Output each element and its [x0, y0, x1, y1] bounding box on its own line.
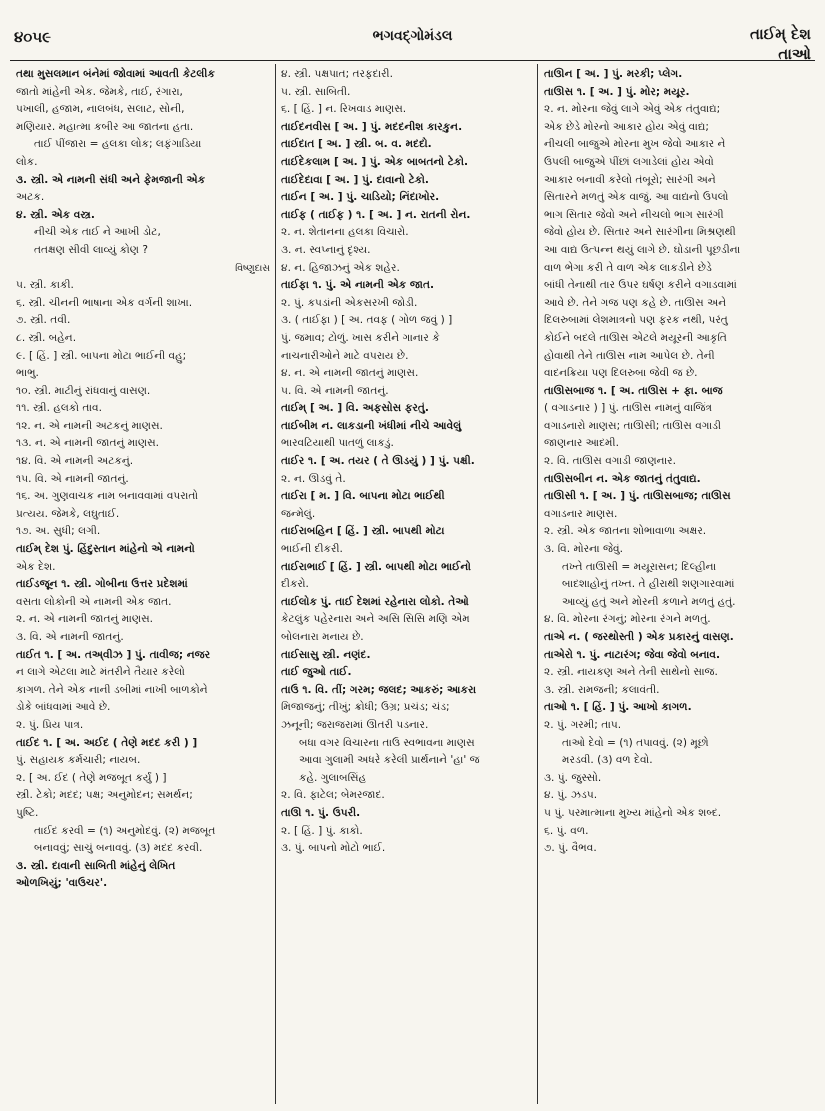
entry-text-line: ૩. પું. જુસ્સો. [544, 771, 602, 784]
entry-text-line: સ્ત્રી. ટેકો; મદદ; પક્ષ; અનુમોદન; સમર્થન; [16, 789, 193, 802]
entry-text-line: જન્મેલું. [281, 507, 316, 520]
entry-text-line: આવા ગુલામી અધરે કરેલી પ્રાર્થનાને 'હા' જ [299, 754, 480, 767]
entry-text-line: ૧૭. અ. સુધી; લગી. [16, 525, 101, 538]
entry-text-line: અટક. [16, 191, 45, 204]
entry-text-line: દીકરો. [281, 578, 309, 591]
entry-text-line: ૫. વિ. એ નામની જાતનું. [281, 384, 389, 397]
entry-text-line: ૩. વિ. એ નામની જાતનું. [16, 631, 124, 643]
entry-headword-line: તાઈડજૂન ૧. સ્ત્રી. ગોબીના ઉત્તર પ્રદેશમાં [16, 578, 188, 591]
entry-text-line: આવ્યું હતું અને મોરની કળાને મળતું હતું. [562, 595, 736, 608]
entry-headword-line: તાએ ન. ( જરથોસ્તી ) એક પ્રકારનું વાસણ. [544, 631, 734, 643]
entry-text-line: ઉપલી બાજુએ પીંછાં લગાડેલાં હોય એવો [544, 155, 714, 168]
column-2 [281, 66, 531, 1106]
entry-text-line: ૪. સ્ત્રી. પક્ષપાત; તરફદારી. [281, 68, 393, 80]
entry-text-line: વગાડનારો માણસ; તાઊસી; તાઊસ વગાડી [544, 419, 721, 432]
entry-text-line: ૩. વિ. મોરના જેવું. [544, 543, 623, 556]
entry-headword-line: તાઈદેકલામ [ અ. ] પું. એક બાબતનો ટેકો. [281, 155, 469, 168]
entry-text-line: ૪. વિ. મોરના રંગનું; મોરના રંગને મળતું. [544, 613, 711, 626]
entry-text-line: જાણનાર આદમી. [544, 437, 619, 450]
entry-headword-line: તાઈફ ( તાઈફ ) ૧. [ અ. ] ન. રાતની રોન. [281, 208, 471, 221]
entry-headword-line: તાઉ ૧. વિ. તીં; ગરમ; જલદ; આકરું; આકરા [281, 683, 477, 696]
entry-text-line: ૬. સ્ત્રી. ચીનની ભાષાના એક વર્ગની શાખા. [16, 296, 193, 309]
entry-text-line: ૪. ન. એ નામની જાતનું માણસ. [281, 367, 419, 380]
entry-text-line: કોઈને બદલે તાઊસ એટલે મયૂરની આકૃતિ [544, 331, 727, 344]
dictionary-title: ભગવદ્ગોમંડલ [372, 28, 453, 44]
column-divider [275, 64, 276, 1104]
entry-text-line: ૫ પું. પરમાત્માના મુખ્ય માંહેનો એક શબ્દ. [544, 806, 722, 819]
entry-headword-line: તાઈદ ૧. [ અ. અઈદ ( તેણે મદદ કરી ) ] [16, 736, 198, 749]
entry-text-line: બાદશાહોનું તખ્ત. તે હીરાથી શણગારવામાં [562, 578, 735, 591]
entry-text-line: ૧૩. ન. એ નામની જાતનું માણસ. [16, 437, 160, 450]
entry-text-line: લોક. [16, 155, 38, 168]
entry-text-line: ભારવટિયાથી પાતળું લાકડું. [281, 437, 394, 450]
entry-text-line: સિતારને મળતું એક વાજું. આ વાદ્યનો ઉપલો [544, 191, 729, 204]
entry-text-line: ઝનૂની; જરાજરામાં ઊતરી પડનાર. [281, 718, 429, 731]
entry-text-line: પું. જમાવ; ટોળું. ખાસ કરીને ગાનાર કે [281, 331, 440, 344]
entry-text-line: તખ્તે તાઊસી = મયૂરાસન; દિલ્હીના [562, 560, 717, 573]
entry-text-line: ૬. પું. વળ. [544, 824, 589, 837]
entry-text-line: વગાડનાર માણસ. [544, 507, 618, 520]
entry-text-line: જાતો માંહેની એક. જેમકે, તાઈ, રંગારા, [16, 85, 183, 98]
entry-text-line: ૩. પું. બાપનો મોટો ભાઈ. [281, 842, 386, 855]
entry-text-line: ૨. ન. ઊડવું તે. [281, 472, 346, 485]
entry-text-line: ૭. સ્ત્રી. તવી. [16, 314, 71, 327]
entry-text-line: બાંધી તેનાથી તાર ઉપર ઘર્ષણ કરીને વગાડવામાં [544, 279, 737, 292]
entry-headword-line: તાઈરાબહિન [ હિં. ] સ્ત્રી. બાપથી મોટા [281, 525, 445, 538]
column-divider [537, 64, 538, 1104]
entry-text-line: મરડવી. (૩) વળ દેવો. [562, 754, 653, 767]
entry-headword-line: તાઈલોક પું. તાઈ દેશમાં રહેનારા લોકો. તેઓ [281, 595, 469, 608]
entry-text-line: આકાર બનાવી કરેલો તંબૂરો; સારંગી અને [544, 173, 716, 186]
entry-text-line: ૨. પું. ગરમી; તાપ. [544, 718, 622, 731]
entry-text-line: ૪. ન. હિજાઝનું એક શહેર. [281, 261, 400, 274]
entry-text-line: આવે છે. તેને ગજ પણ કહે છે. તાઊસ અને [544, 296, 727, 309]
entry-text-line: ૪. પું. ઝડપ. [544, 789, 598, 802]
entry-text-line: ૨. વિ. તાઊસ વગાડી જાણનાર. [544, 455, 677, 468]
entry-text-line: તાઓ દેવો = (૧) તપાવવું. (૨) મૂછો [562, 736, 709, 749]
entry-headword-line: તાઓ ૧. [ હિં. ] પું. આખો કાગળ. [544, 701, 692, 714]
entry-headword-line: ૩. સ્ત્રી. દાવાની સાબિતી માંહેનું લેખિત [16, 859, 176, 872]
entry-text-line: ભાગ સિતાર જેવો અને નીચલો ભાગ સારંગી [544, 208, 724, 221]
citation-source: વિષ્ણુદાસ [235, 262, 270, 274]
entry-text-line: ૩. ન. સ્વપ્નાનું દૃશ્ય. [281, 243, 371, 256]
entry-headword-line: તાઈદનવીસ [ અ. ] પું. મદદનીશ કારકુન. [281, 120, 463, 133]
entry-headword-line: તાઈદાત [ અ. ] સ્ત્રી. બ. વ. મદદો. [281, 138, 432, 151]
entry-headword-line: તાઈમ્ દેશ પું. હિંદુસ્તાન માંહેનો એ નામનો [16, 543, 195, 556]
entry-text-line: કહે. ગુલાબસિંહ [299, 771, 367, 784]
entry-text-line: બધા વગર વિચારના તાઉ સ્વભાવના માણસ [299, 736, 475, 749]
entry-text-line: ૮. સ્ત્રી. બહેન. [16, 331, 77, 344]
entry-text-line: તતક્ષણ સીવી લાવ્યું કોણ ? [34, 243, 149, 256]
entry-text-line: પ્રત્યય. જેમકે, લઘુતાઈ. [16, 507, 120, 520]
entry-text-line: ૧૧. સ્ત્રી. હલકો તાવ. [16, 402, 102, 415]
entry-text-line: બોલનારા મનાય છે. [281, 631, 364, 643]
entry-text-line: ભાઈની દીકરી. [281, 543, 343, 556]
entry-text-line: મણિયાર. મહાત્મા કબીર આ જાતના હતા. [16, 120, 194, 133]
entry-headword-line: તાઈ જુઓ તાઈ. [281, 666, 352, 679]
entry-headword-line: તથા મુસલમાન બંનેમાં જોવામાં આવતી કેટલીક [16, 68, 215, 80]
entry-text-line: નીચલી બાજુએ મોરના મુખ જેવો આકાર ને [544, 138, 726, 151]
entry-headword-line: ૩. સ્ત્રી. એ નામની સંધી અને ફેમજાની એક [16, 173, 206, 186]
page-header [0, 0, 825, 63]
entry-text-line: ૨. પું. કપડાંની એકસરખી જોડી. [281, 296, 418, 309]
entry-text-line: મિજાજનું; તીખું; ક્રોધી; ઉગ્ર; પ્રચંડ; ચંડ; [281, 701, 450, 714]
entry-text-line: ૧૨. ન. એ નામની અટકનું માણસ. [16, 419, 163, 432]
entry-text-line: ૨. પું. પ્રિય પાત્ર. [16, 718, 84, 731]
entry-text-line: પખાલી, હજામ, નાલબંધ, સલાટ, સોની, [16, 103, 185, 116]
entry-text-line: ન લાગે એટલા માટે મંતરીને તૈયાર કરેલો [16, 666, 185, 679]
entry-headword-line: તાઊસી ૧. [ અ. ] પું. તાઊસબાજ; તાઊસ [544, 490, 731, 503]
guide-word-last: તાઓ [778, 45, 811, 63]
page-number: ૪૦૫૯ [14, 28, 52, 46]
entry-text-line: આ વાદ્ય ઉત્પન્ન થયું લાગે છે. ઘોડાની પૂછડીના [544, 243, 741, 256]
entry-text-line: પું. સહાયક કર્મચારી; નાયબ. [16, 754, 141, 767]
entry-text-line: ભાભુ. [16, 367, 39, 380]
entry-headword-line: તાઈરાભાઈ [ હિં. ] સ્ત્રી. બાપથી મોટા ભાઈનો [281, 560, 471, 573]
entry-headword-line: તાઈર ૧. [ અ. તયર ( તે ઊડયું ) ] પું. પક્ષી. [281, 455, 475, 468]
entry-text-line: ૩. સ્ત્રી. રામજની; કલાવંતી. [544, 683, 660, 696]
entry-headword-line: તાઈત ૧. [ અ. તઅ્વીઝ ] પું. તાવીજ; નજર [16, 648, 211, 661]
entry-text-line: ડોકે બાંધવામાં આવે છે. [16, 701, 111, 714]
entry-text-line: ૭. પું. વૈભવ. [544, 842, 597, 855]
entry-text-line: ૨. ન. શેતાનના હલકા વિચારો. [281, 226, 409, 239]
entry-text-line: ૬. [ હિં. ] ન. રિખવાડ માણસ. [281, 103, 407, 116]
entry-headword-line: તાઊ ૧. પું. ઉપરી. [281, 806, 361, 819]
entry-text-line: ૧૫. વિ. એ નામની જાતનું. [16, 472, 129, 485]
entry-headword-line: તાએરો ૧. પું. નાટારંગ; જેવા જેવો બનાવ. [544, 648, 720, 661]
entry-text-line: ૧૬. અ. ગુણવાચક નામ બનાવવામાં વપરાતો [16, 490, 199, 503]
entry-text-line: તાઈ પીંજારા = હલકા લોક; લફંગાડિયા [34, 138, 202, 151]
entry-text-line: વાળ ભેગા કરી તે વાળ એક લાકડીને છેડે [544, 261, 712, 274]
entry-text-line: હોવાથી તેને તાઊસ નામ આપેલ છે. તેની [544, 349, 715, 362]
entry-text-line: ૩. ( તાઈફા ) [ અ. તવફ ( ગોળ જવું ) ] [281, 314, 453, 327]
entry-text-line: ૧૪. વિ. એ નામની અટકનું. [16, 455, 134, 468]
entry-headword-line: તાઈબીમ ન. લાકડાની ખંધીમાં નીચે આવેલું [281, 419, 462, 432]
entry-headword-line: તાઈસાસુ સ્ત્રી. નણંદ. [281, 648, 371, 661]
entry-text-line: તાઈદ કરવી = (૧) અનુમોદવું. (૨) મજબૂત [34, 824, 216, 837]
entry-text-line: નીચી એક તાઈ ને આખી ડોટ, [34, 226, 161, 239]
entry-headword-line: તાઊસ ૧. [ અ. ] પું. મોર; મયૂર. [544, 85, 690, 98]
entry-headword-line: ઓળખિયું; 'વાઉચર'. [16, 877, 108, 890]
entry-text-line: વસતા લોકોની એ નામની એક જાત. [16, 595, 172, 608]
entry-headword-line: તાઈરા [ મ. ] વિ. બાપના મોટા ભાઈથી [281, 490, 445, 503]
entry-headword-line: તાઊન [ અ. ] પું. મરકી; પ્લેગ. [544, 68, 683, 80]
column-1 [16, 66, 270, 1106]
entry-text-line: કાગળ. તેને એક નાની ડબીમાં નાખી બાળકોને [16, 683, 208, 696]
entry-text-line: ૨. ન. એ નામની જાતનું માણસ. [16, 613, 154, 626]
entry-text-line: ૨. સ્ત્રી. એક જાતના શોભાવાળા અક્ષર. [544, 525, 707, 538]
entry-headword-line: તાઈફા ૧. પું. એ નામની એક જાત. [281, 279, 435, 292]
entry-headword-line: તાઊસબીન ન. એક જાતનું તંતુવાદ્ય. [544, 472, 701, 485]
entry-text-line: ૨. સ્ત્રી. નાયકણ અને તેની સાથેનો સાજ. [544, 666, 718, 679]
entry-headword-line: તાઊસબાજ ૧. [ અ. તાઊસ + ફા. બાજ [544, 384, 723, 397]
entry-text-line: બનાવવું; સાચું બનાવવું. (૩) મદદ કરવી. [34, 842, 203, 855]
entry-text-line: એક છેડે મોરનો આકાર હોય એવું વાદ્ય; [544, 120, 709, 133]
entry-text-line: ( વગાડનાર ) ] પું. તાઊસ નામનું વાજિંત્ર [544, 402, 713, 415]
entry-text-line: ૧૦. સ્ત્રી. માટીનું રાંધવાનું વાસણ. [16, 384, 151, 397]
guide-word-first: તાઈમ્ દેશ [750, 25, 811, 43]
entry-text-line: ૨. [ અ. ઈદ ( તેણે મજબૂત કર્યું ) ] [16, 771, 167, 784]
entry-text-line: ૯. [ હિં. ] સ્ત્રી. બાપના મોટા ભાઈની વહુ; [16, 349, 187, 362]
entry-headword-line: તાઈન [ અ. ] પું. ચાડિયો; નિંદાખોર. [281, 191, 440, 204]
column-3 [544, 66, 810, 1106]
entry-text-line: નાચનારીઓને માટે વપરાય છે. [281, 349, 409, 362]
entry-text-line: ૨. [ હિં. ] પું. કાકો. [281, 824, 363, 837]
entry-text-line: એક દેશ. [16, 560, 56, 573]
entry-text-line: ૨. વિ. ફાટેલ; બેમરજાદ. [281, 789, 385, 802]
entry-text-line: ૫. સ્ત્રી. સાબિતી. [281, 85, 351, 98]
guide-words [750, 24, 811, 64]
entry-headword-line: તાઈદેદાવા [ અ. ] પું. દાવાનો ટેકો. [281, 173, 429, 186]
entry-headword-line: ૪. સ્ત્રી. એક વસ્ત્ર. [16, 208, 95, 221]
entry-text-line: પુષ્ટિ. [16, 806, 39, 819]
entry-headword-line: તાઈમ્ [ અ. ] વિ. અફસોસ ફરતું. [281, 402, 429, 415]
header-rule [10, 60, 815, 61]
entry-text-line: દિલરુબામાં લેશમાત્રનો પણ ફરક નથી, પરંતુ [544, 314, 728, 327]
entry-text-line: કેટલુંક પહેરનારા અને અસિ સિસિ મણિ એમ [281, 613, 470, 626]
entry-text-line: વાદનક્રિયા પણ દિલરુબા જેવી જ છે. [544, 367, 698, 380]
entry-text-line: ૨. ન. મોરના જેવું લાગે એવું એક તંતુવાદ્ય; [544, 103, 721, 116]
entry-text-line: ૫. સ્ત્રી. કાકી. [16, 279, 74, 292]
entry-text-line: જેવો હોય છે. સિતાર અને સારંગીના મિશ્રણથી [544, 226, 736, 239]
